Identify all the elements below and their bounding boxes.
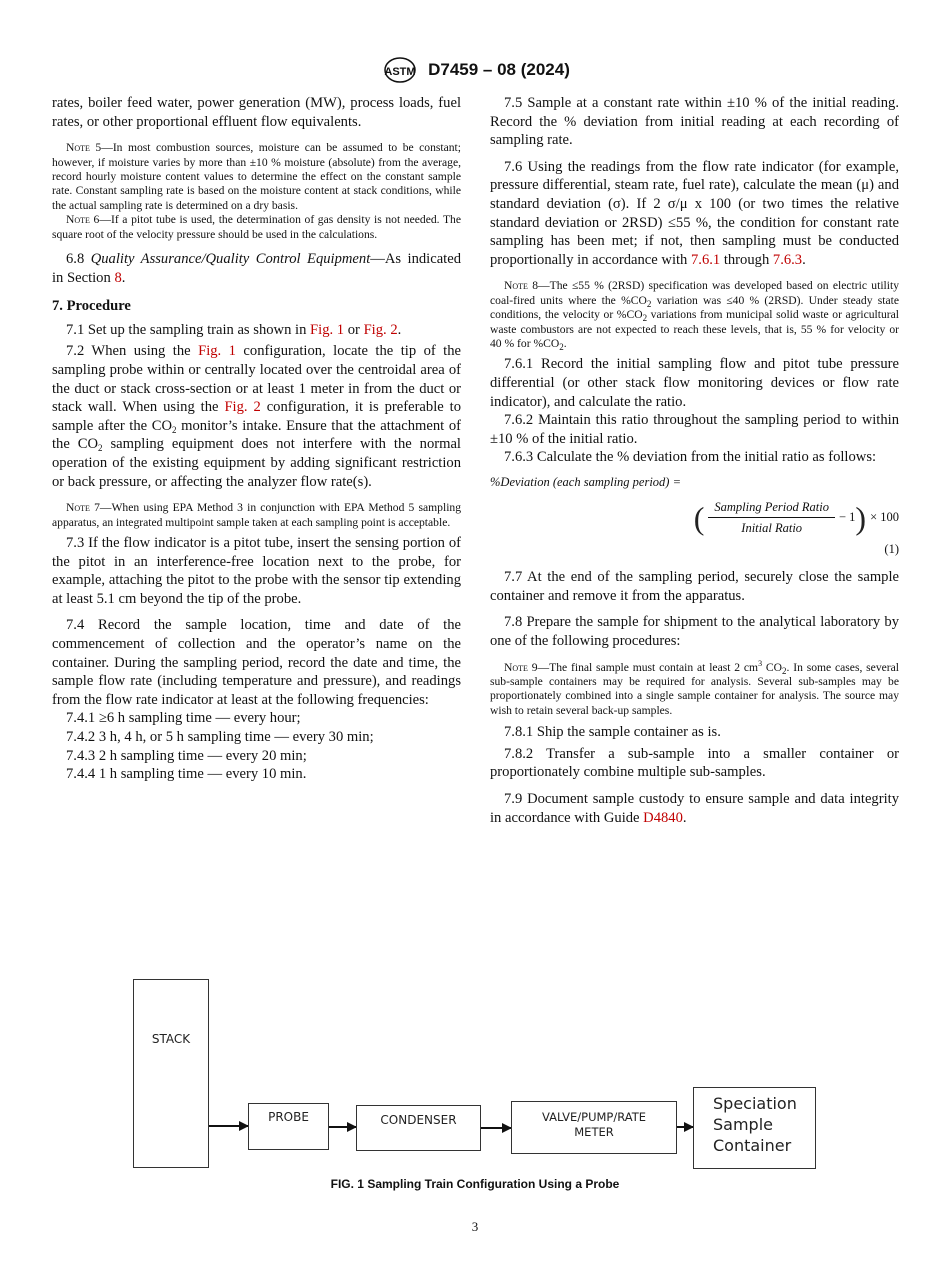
section-7-8: 7.8 Prepare the sample for shipment to the analytical laboratory by one of the following procedures: [490, 614, 899, 649]
stack-box: STACK [133, 979, 209, 1168]
astm-logo-icon [380, 56, 420, 84]
section-7-6-1-link[interactable]: 7.6.1 [691, 251, 721, 268]
figure-caption: FIG. 1 Sampling Train Configuration Using a Probe [330, 1177, 620, 1191]
fig-1-link[interactable]: Fig. 1 [310, 321, 345, 338]
arrow-valve-to-container [677, 1126, 693, 1128]
left-paren: ( [693, 499, 705, 536]
document-title: D7459 – 08 (2024) [428, 60, 570, 79]
section-7-4: 7.4 Record the sample location, time and date of the commencement of collection and the operator’s name on the container. During the sampling period, record the date and time, the sample flow rate (including temperature and pressure), and readings from the flow rate indicator at least at the following frequencies: [52, 617, 461, 708]
equation-rhs: ( $\frac{\text{Sampling Period Ratio}}{\text{Initial Ratio}}$ − 1 ) × 100 [490, 498, 899, 538]
d4840-link[interactable]: D4840 [643, 809, 683, 826]
arrow-stack-to-probe [209, 1125, 248, 1127]
page-number: 3 [471, 1219, 479, 1234]
note-8: Note 8—The ≤55 % (2RSD) specification was developed based on electric utility coal-fired units where the $\%CO_2$ variation was ≤40 % (2RSD). Under steady state conditions, the velocity or $\%CO_2$ variations from municipal solid waste or agricultural waste combustors are not expected to reach these levels, that is, 55 % for velocity or 40 % for $\%CO_2$. [490, 279, 900, 352]
section-7-2: 7.2 When using the Fig. 1 configuration, locate the tip of the sampling probe within or centrally located over the centroidal area of the duct or stack cross-section or at least 1 meter in from the duct or stack wall. When using the Fig. 2 configuration, it is preferable to sample after the $CO_2$ monitor’s intake. Ensure that the attachment of the $CO_2$ sampling equipment does not interfere with the normal operation of the existing equipment by adding significant restriction or back pressure, or affecting the analyzer flow rate(s). [52, 343, 462, 490]
section-7-6-2: 7.6.2 Maintain this ratio throughout the sampling period to within ±10 % of the initial ratio. [490, 412, 899, 447]
section-7-3: 7.3 If the flow indicator is a pitot tube, insert the sensing portion of the pitot in an interference-free location next to the probe, for example, attaching the pitot to the probe with the sensor tip extending at least 5.1 cm beyond the tip of the probe. [52, 534, 461, 607]
section-7-heading: 7. Procedure [52, 298, 131, 315]
list-item: 7.4.4 1 h sampling time — every 10 min. [66, 766, 307, 783]
section-7-7: 7.7 At the end of the sampling period, securely close the sample container and remove it from the apparatus. [490, 569, 899, 604]
list-item: 7.4.3 2 h sampling time — every 20 min; [66, 747, 307, 764]
note-6: Note 6—If a pitot tube is used, the determination of gas density is not needed. The square root of the velocity pressure should be used in the calculations. [52, 213, 461, 241]
section-7-9: 7.9 Document sample custody to ensure sample and data integrity in accordance with Guide D4840. [490, 790, 899, 826]
section-7-5: 7.5 Sample at a constant rate within ±10 % of the initial reading. Record the % deviation from initial reading at each recording of sampling rate. [490, 95, 899, 149]
figure-1-diagram [0, 975, 950, 1175]
denominator: Initial Ratio [741, 521, 803, 536]
left-column [52, 94, 461, 784]
list-item: 7.4.1 ≥6 h sampling time — every hour; [66, 710, 301, 727]
arrow-probe-to-condenser [329, 1126, 356, 1128]
list-item: 7.4.2 3 h, 4 h, or 5 h sampling time — every 30 min; [66, 728, 374, 745]
right-column [490, 94, 899, 827]
section-7-1: 7.1 Set up the sampling train as shown in Fig. 1 or Fig. 2. [66, 321, 402, 338]
section-7-6-3: 7.6.3 Calculate the % deviation from the initial ratio as follows: [504, 449, 877, 466]
svg-text:ASTM: ASTM [384, 66, 416, 78]
numerator: Sampling Period Ratio [708, 498, 835, 519]
fraction [708, 498, 835, 538]
section-7-6: 7.6 Using the readings from the flow rate indicator (for example, pressure differential, steam rate, fuel rate), calculate the mean (μ) and standard deviation (σ). If 2 σ/μ x 100 (or two times the relative standard deviation or 2RSD) ≤55 %, the condition for constant rate sampling has been met; if not, then sampling must be conducted proportionally in accordance with 7.6.1 through 7.6.3. [490, 158, 899, 268]
right-paren: ) [855, 499, 867, 536]
equation-lhs: %Deviation (each sampling period) = [490, 474, 682, 489]
section-6-8: 6.8 Quality Assurance/Quality Control Equipment—As indicated in Section 8. [52, 251, 462, 286]
equation-number: (1) [884, 541, 899, 556]
section-7-8-1: 7.8.1 Ship the sample container as is. [504, 724, 721, 741]
fig-2-link[interactable]: Fig. 2 [224, 399, 261, 416]
note-7: Note 7—When using EPA Method 3 in conjunction with EPA Method 5 sampling apparatus, an integrated multipoint sample taken at each sampling point is acceptable. [52, 501, 462, 529]
continued-paragraph: rates, boiler feed water, power generation (MW), process loads, fuel rates, or other proportional effluent flow equivalents. [52, 95, 461, 130]
valve-pump-meter-box: VALVE/PUMP/RATE METER [511, 1101, 677, 1154]
section-7-6-3-link[interactable]: 7.6.3 [772, 251, 803, 268]
page-header [0, 56, 950, 84]
condenser-box: CONDENSER [356, 1105, 481, 1151]
arrow-condenser-to-valve [481, 1127, 511, 1129]
fig-1-link[interactable]: Fig. 1 [198, 343, 236, 360]
section-8-link[interactable]: 8 [114, 269, 122, 286]
note-9: Note 9—The final sample must contain at least 2 $cm^3$ $CO_2$. In some cases, several sub-sample containers may be required for analysis. Several sub-samples may be proportionately combined into a single sample container for analysis. The source may wish to retain several back-up samples. [490, 658, 899, 717]
speciation-container-box: Speciation Sample Container [693, 1087, 816, 1169]
note-5: Note 5—In most combustion sources, moisture can be assumed to be constant; however, if moisture varies by more than ±10 % moisture (absolute) from the average, record hourly moisture content values to determine the effect on the constant sample rate. Constant sampling rate is based on the moisture content at stack conditions, while the actual sampling rate is determined on a dry basis. [52, 141, 462, 212]
section-7-8-2: 7.8.2 Transfer a sub-sample into a smaller container or proportionately combine multiple sub-samples. [490, 745, 899, 781]
section-7-6-1: 7.6.1 Record the initial sampling flow and pitot tube pressure differential (or other stack flow monitoring devices or flow rate indicator), and calculate the ratio. [490, 356, 899, 410]
probe-box: PROBE [248, 1103, 329, 1150]
fig-2-link[interactable]: Fig. 2 [363, 321, 398, 338]
